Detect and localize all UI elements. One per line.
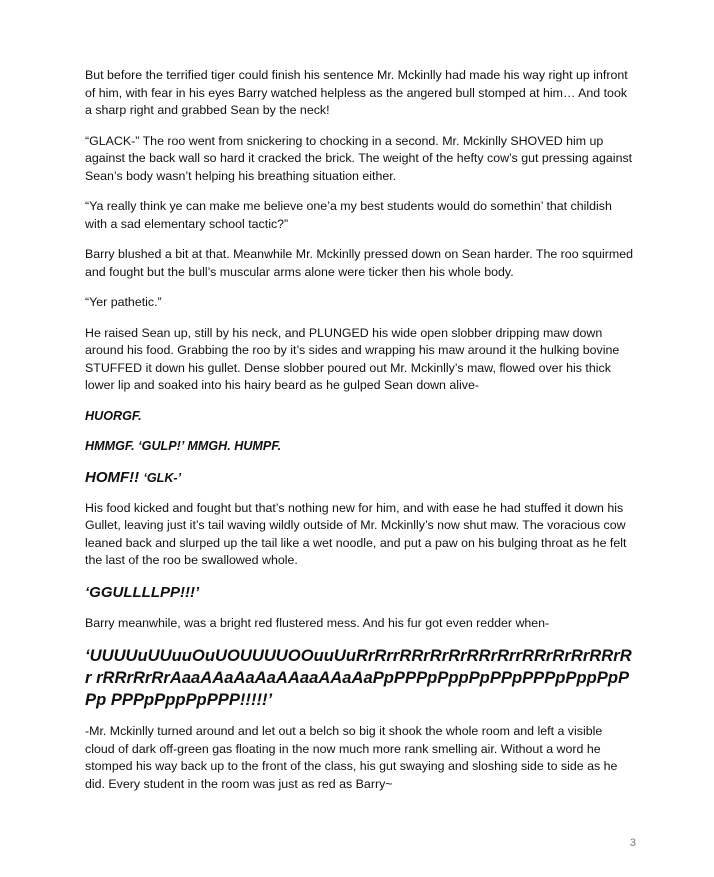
sound-effect-line [85,468,633,488]
paragraph: He raised Sean up, still by his neck, and PLUNGED his wide open slobber dripping maw down around his food. Grabbing the roo by it’s sides and wrapping his maw around it the hulking bovine STUFFED it down his gullet. Dense slobber poured out Mr. Mckinlly’s maw, flowed over his thick lower lip and soaked into his hairy beard as he gulped Sean down alive- [85,325,620,392]
paragraph: “GLACK-” The roo went from snickering to chocking in a second. Mr. Mckinlly SHOVED him up against the back wall so hard it cracked the brick. The weight of the hefty cow’s gut pressing against Sean’s body wasn’t helping his breathing situation either. [85,133,633,183]
page-number: 3 [629,837,636,849]
sound-effect: ‘GGULLLLPP!!!’ [85,583,200,601]
document-body [85,67,633,806]
paragraph: But before the terrified tiger could finish his sentence Mr. Mckinlly had made his way right up infront of him, with fear in his eyes Barry watched helpless as the angered bull stomped at him… And took a sharp right and grabbed Sean by the neck! [85,68,628,117]
paragraph: “Ya really think ye can make me believe one’a my best students would do somethin’ that childish with a sad elementary school tactic?” [85,199,612,231]
sound-effect: ‘UUUUuUUuuOuUOUUUUOOuuUuRrRrrRRrRrRrRRrRrrRRrRrRrRRrRr rRRrRrRrAaaAAaAaAaAAaaAAaAaPpPPPpPppPpPPpPPPpPppPpPPp PPPpPppPpPPP!!!!!’ [85,646,632,709]
sound-effect: ‘GLK-’ [143,470,182,485]
sound-effect: HMMGF. ‘GULP!’ MMGH. HUMPF. [85,438,282,453]
paragraph: “Yer pathetic.” [85,295,162,309]
paragraph: -Mr. Mckinlly turned around and let out a belch so big it shook the whole room and left a visible cloud of dark off-green gas floating in the now much more rank smelling air. Without a word he stomped his way back up to the front of the class, his gut swaying and sloshing side to side as he did. Every student in the room was just as red as Barry~ [85,724,618,791]
paragraph: Barry meanwhile, was a bright red flustered mess. And his fur got even redder when- [85,615,550,630]
sound-effect: HUORGF. [85,408,142,423]
paragraph: Barry blushed a bit at that. Meanwhile Mr. Mckinlly pressed down on Sean harder. The roo squirmed and fought but the bull’s muscular arms alone were ticker then his whole body. [85,247,633,279]
sound-effect: HOMF!! [85,468,140,486]
paragraph: His food kicked and fought but that’s nothing new for him, and with ease he had stuffed it down his Gullet, leaving just it’s tail waving wildly outside of Mr. Mckinlly’s now shut maw. The voracious cow leaned back and slurped up the tail like a wet noodle, and put a paw on his bulging throat as he felt the last of the roo be swallowed whole. [85,500,627,567]
